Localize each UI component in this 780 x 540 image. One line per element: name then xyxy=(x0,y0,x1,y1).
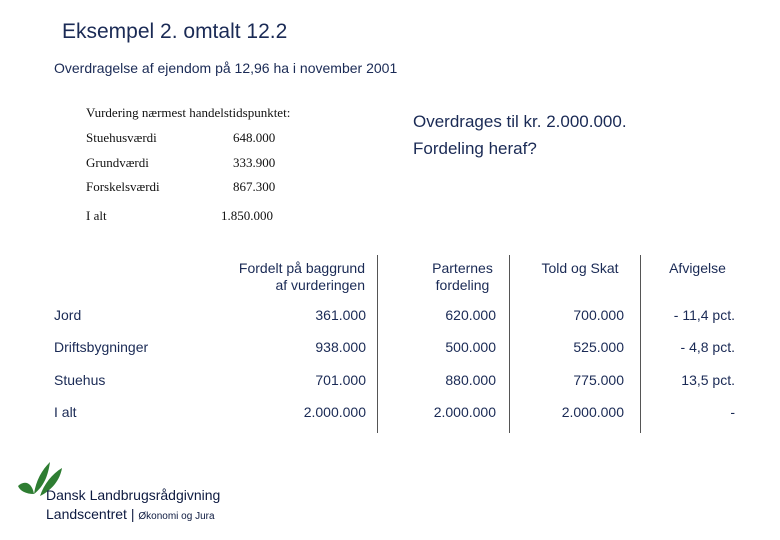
header-fordelt xyxy=(200,260,365,294)
header-fordelt-line1: Fordelt på baggrund xyxy=(238,260,365,276)
cell-afvigelse: - 4,8 pct. xyxy=(680,339,735,355)
valuation-label: Forskelsværdi xyxy=(86,179,160,194)
cell-parternes: 880.000 xyxy=(445,372,496,388)
row-label: Driftsbygninger xyxy=(54,339,149,355)
cell-afvigelse: - 11,4 pct. xyxy=(673,307,735,323)
header-afvigelse: Afvigelse xyxy=(669,260,726,276)
valuation-label: Stuehusværdi xyxy=(86,130,157,145)
cell-told-og-skat: 2.000.000 xyxy=(561,404,624,420)
logo-separator: | xyxy=(130,506,135,522)
valuation-total: 1.850.000 xyxy=(221,208,273,223)
logo-division xyxy=(46,506,215,522)
valuation-value: 867.300 xyxy=(233,179,276,194)
cell-told-og-skat: 775.000 xyxy=(573,372,624,388)
cell-fordelt: 2.000.000 xyxy=(303,404,366,420)
valuation-value: 648.000 xyxy=(233,130,276,145)
cell-parternes: 620.000 xyxy=(445,307,496,323)
header-parternes-line2: fordeling xyxy=(435,277,490,293)
column-divider xyxy=(509,255,510,433)
row-label: Stuehus xyxy=(54,372,106,388)
cell-fordelt: 938.000 xyxy=(315,339,366,355)
column-divider xyxy=(640,255,641,433)
cell-fordelt: 361.000 xyxy=(315,307,366,323)
row-label: Jord xyxy=(54,307,82,323)
valuation-heading: Vurdering nærmest handelstidspunktet: xyxy=(86,105,291,120)
valuation-label: Grundværdi xyxy=(86,155,149,170)
valuation-value: 333.900 xyxy=(233,155,276,170)
page-title: Eksempel 2. omtalt 12.2 xyxy=(62,20,288,43)
column-divider xyxy=(377,255,378,433)
logo-department: Økonomi og Jura xyxy=(138,511,215,522)
question-text xyxy=(413,108,627,162)
cell-told-og-skat: 700.000 xyxy=(573,307,624,323)
valuation-label: I alt xyxy=(86,208,107,223)
logo-org-name: Dansk Landbrugsrådgivning xyxy=(46,487,221,503)
header-fordelt-line2: af vurderingen xyxy=(275,277,365,293)
page-subtitle: Overdragelse af ejendom på 12,96 ha i november 2001 xyxy=(54,60,398,76)
cell-afvigelse: - xyxy=(730,404,735,420)
cell-told-og-skat: 525.000 xyxy=(573,339,624,355)
cell-afvigelse: 13,5 pct. xyxy=(681,372,735,388)
question-line-2: Fordeling heraf? xyxy=(413,139,537,158)
logo-division-main: Landscentret xyxy=(46,506,127,522)
cell-parternes: 2.000.000 xyxy=(433,404,496,420)
cell-fordelt: 701.000 xyxy=(315,372,366,388)
header-parternes xyxy=(400,260,525,294)
row-label: I alt xyxy=(54,404,77,420)
header-parternes-line1: Parternes xyxy=(432,260,493,276)
question-line-1: Overdrages til kr. 2.000.000. xyxy=(413,112,627,131)
cell-parternes: 500.000 xyxy=(445,339,496,355)
header-told-og-skat: Told og Skat xyxy=(541,260,619,276)
